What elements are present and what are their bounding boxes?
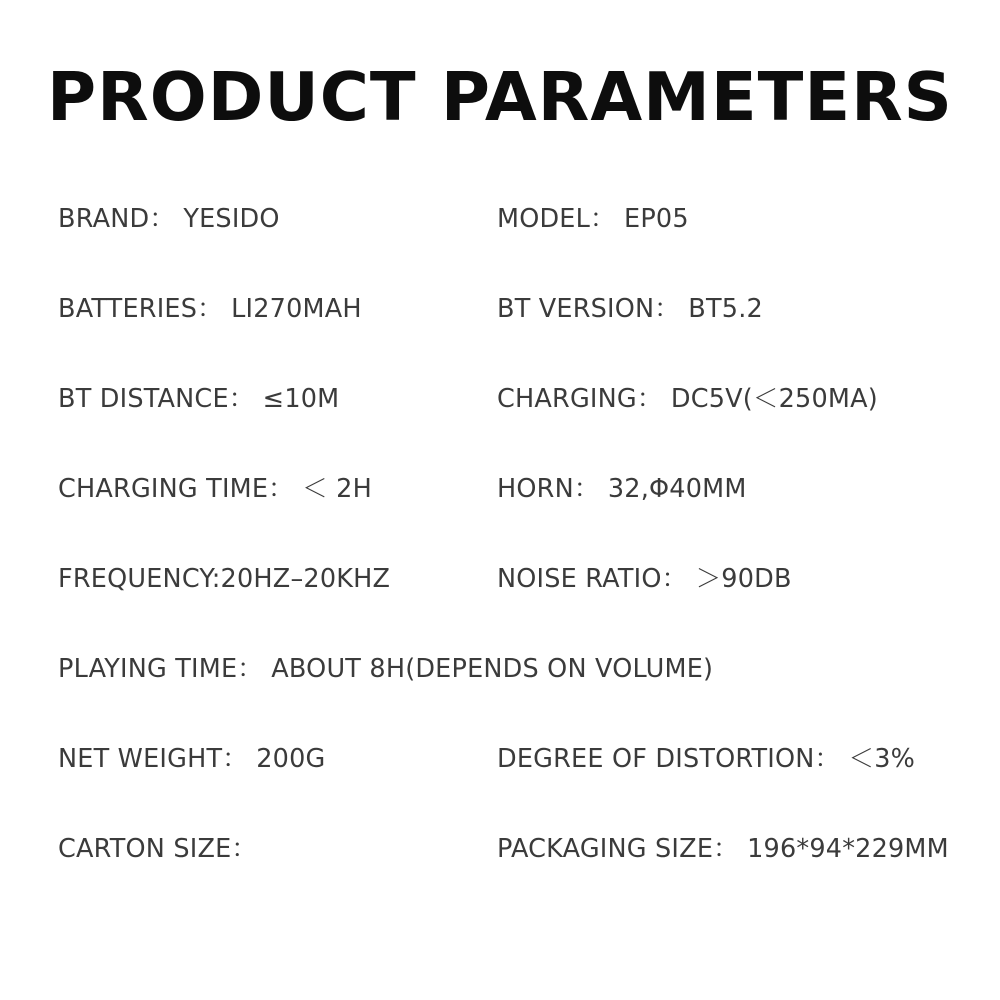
spec-row (0, 295, 1000, 385)
spec-row (0, 565, 1000, 655)
spec-row (0, 205, 1000, 295)
spec-row (0, 655, 1000, 745)
spec-degree-of-distortion: DEGREE OF DISTORTION： ＜3% (497, 744, 916, 774)
spec-row (0, 475, 1000, 565)
spec-horn: HORN： 32,Φ40MM (497, 474, 747, 504)
spec-row (0, 745, 1000, 835)
spec-batteries: BATTERIES： LI270MAH (58, 294, 362, 324)
specification-grid (0, 205, 1000, 925)
spec-packaging-size: PACKAGING SIZE： 196*94*229MM (497, 834, 949, 864)
spec-playing-time: PLAYING TIME： ABOUT 8H(DEPENDS ON VOLUME) (58, 654, 714, 684)
spec-frequency: FREQUENCY:20HZ–20KHZ (58, 564, 391, 594)
spec-bt-distance: BT DISTANCE： ≤10M (58, 384, 340, 414)
spec-carton-size: CARTON SIZE： (58, 834, 258, 864)
spec-charging: CHARGING： DC5V(＜250MA) (497, 384, 878, 414)
spec-row (0, 385, 1000, 475)
spec-charging-time: CHARGING TIME： ＜ 2H (58, 474, 372, 504)
page-title: PRODUCT PARAMETERS (47, 58, 953, 136)
spec-model: MODEL： EP05 (497, 204, 689, 234)
spec-net-weight: NET WEIGHT： 200G (58, 744, 326, 774)
spec-bt-version: BT VERSION： BT5.2 (497, 294, 763, 324)
spec-brand: BRAND： YESIDO (58, 204, 280, 234)
spec-noise-ratio: NOISE RATIO： ＞90DB (497, 564, 792, 594)
spec-row (0, 835, 1000, 925)
